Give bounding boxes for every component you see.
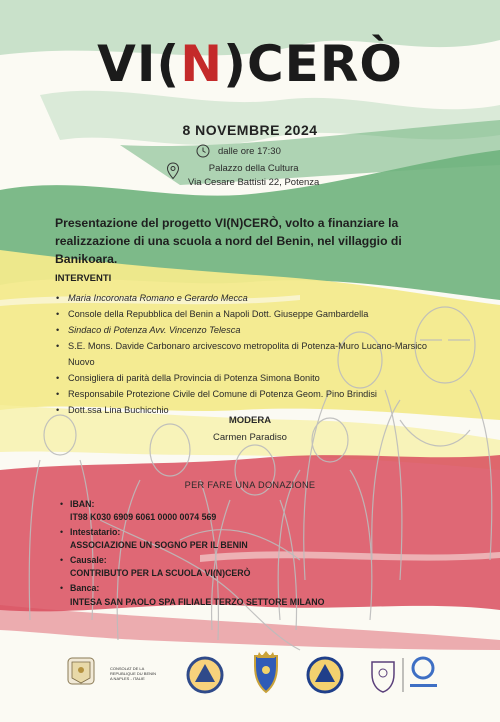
modera-heading: MODERA <box>228 415 272 426</box>
comune-potenza-logo <box>255 651 277 692</box>
list-item <box>60 582 440 609</box>
list-item: • Dott.ssa Lina Buchicchio <box>56 402 456 418</box>
interventi-heading: INTERVENTI <box>55 273 112 284</box>
causale-value: CONTRIBUTO PER LA SCUOLA VI(N)CERÒ <box>70 568 251 579</box>
sponsor-logos <box>0 640 500 700</box>
event-title <box>0 34 500 94</box>
intestatario-label: • Intestatario: <box>70 527 121 538</box>
title-part-3: )CERÒ <box>223 35 403 93</box>
project-intro: Presentazione del progetto VI(N)CERÒ, volto a finanziare la realizzazione di una scuola a nord del Benin, nel villaggio di Banikoara. <box>55 216 402 266</box>
event-date: 8 NOVEMBRE 2024 <box>182 122 318 138</box>
list-item: • Sindaco di Potenza Avv. Vincenzo Telesca <box>56 322 456 338</box>
intestatario-value: ASSOCIAZIONE UN SOGNO PER IL BENIN <box>70 540 248 551</box>
list-item: • Console della Repubblica del Benin a Napoli Dott. Giuseppe Gambardella <box>56 306 456 322</box>
list-item <box>60 554 440 581</box>
event-place-row <box>166 162 319 190</box>
list-item: • Maria Incoronata Romano e Gerardo Mecca <box>56 290 456 306</box>
consigliera-parita-logo <box>410 658 437 687</box>
list-item: • Consigliera di parità della Provincia di Potenza Simona Bonito <box>56 370 456 386</box>
donation-heading: PER FARE UNA DONAZIONE <box>184 480 316 490</box>
list-item: • Responsabile Protezione Civile del Comune di Potenza Geom. Pino Brindisi <box>56 386 456 402</box>
list-item <box>60 498 440 525</box>
speaker-list <box>56 290 456 418</box>
banca-value: INTESA SAN PAOLO SPA FILIALE TERZO SETTORE MILANO <box>70 596 325 607</box>
consulate-caption: CONSOLAT DE LA REPUBLIQUE DU BENIN A NAPLES - ITALIE <box>110 666 157 681</box>
protezione-civile-logo <box>188 658 222 692</box>
location-pin-icon <box>166 162 180 180</box>
event-venue: Palazzo della Cultura <box>208 163 299 174</box>
dcpc-logo <box>308 658 342 692</box>
event-address: Via Cesare Battisti 22, Potenza <box>188 177 320 188</box>
donation-details <box>60 498 440 610</box>
list-item <box>60 526 440 553</box>
moderator-name: Carmen Paradiso <box>213 432 287 443</box>
iban-value: IT98 K030 6909 6061 0000 0074 569 <box>70 512 217 523</box>
iban-label: • IBAN: <box>70 499 95 509</box>
list-item: • S.E. Mons. Davide Carbonaro arcivescovo metropolita di Potenza-Muro Lucano-Marsico Nuovo <box>56 338 456 370</box>
clock-icon <box>196 144 210 158</box>
causale-label: • Causale: <box>70 555 107 566</box>
banca-label: • Banca: <box>70 583 100 594</box>
provincia-logo <box>372 662 394 692</box>
title-part-1: VI( <box>97 35 181 93</box>
event-time-row <box>196 144 281 158</box>
benin-consulate-logo <box>68 658 94 684</box>
event-time: dalle ore 17:30 <box>218 145 281 157</box>
title-part-n: N <box>180 35 224 93</box>
